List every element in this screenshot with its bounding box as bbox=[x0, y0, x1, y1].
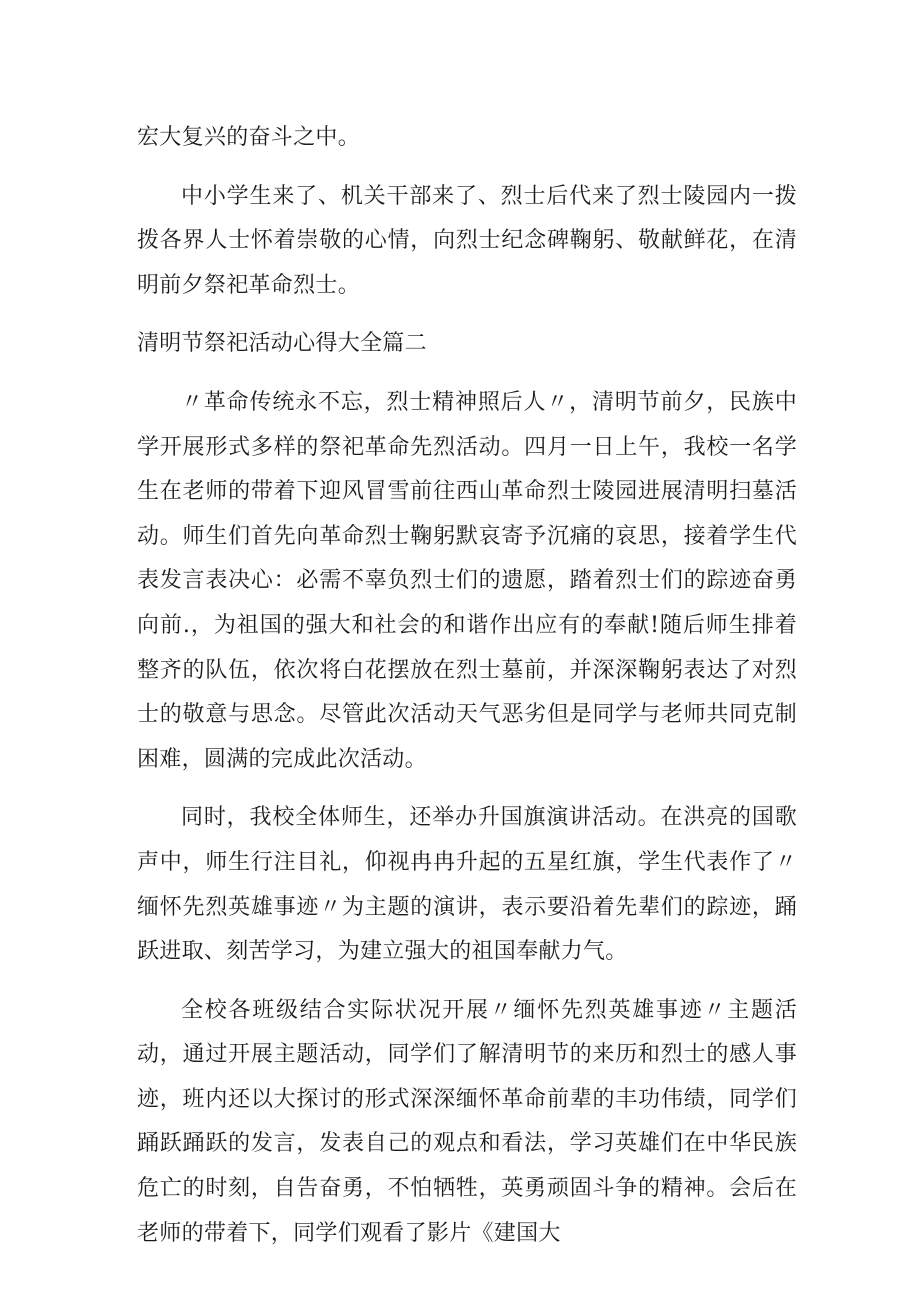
document-body bbox=[137, 116, 797, 1270]
paragraph-class-activities: 全校各班级结合实际状况开展〃缅怀先烈英雄事迹〃主题活动，通过开展主题活动，同学们了解清明节的来历和烈士的感人事迹，班内还以大探讨的形式深深缅怀革命前辈的丰功伟绩，同学们踊跃踊跃的发言，发表自己的观点和看法，学习英雄们在中华民族危亡的时刻，自告奋勇，不怕牺牲，英勇顽固斗争的精神。会后在老师的带着下，同学们观看了影片《建国大 bbox=[137, 997, 797, 1246]
paragraph-flag-raising: 同时，我校全体师生，还举办升国旗演讲活动。在洪亮的国歌声中，师生行注目礼，仰视冉冉升起的五星红旗，学生代表作了〃缅怀先烈英雄事迹〃为主题的演讲，表示要沿着先辈们的踪迹，踊跃进取、刻苦学习，为建立强大的祖国奉献力气。 bbox=[137, 805, 797, 965]
section-heading: 清明节祭祀活动心得大全篇二 bbox=[137, 331, 427, 357]
paragraph-visitors: 中小学生来了、机关干部来了、烈士后代来了烈士陵园内一拨拨各界人士怀着崇敬的心情，向烈士纪念碑鞠躬、敬献鲜花，在清明前夕祭祀革命烈士。 bbox=[137, 183, 797, 298]
paragraph-tomb-sweeping: 〃革命传统永不忘，烈士精神照后人〃，清明节前夕，民族中学开展形式多样的祭祀革命先烈活动。四月一日上午，我校一名学生在老师的带着下迎风冒雪前往西山革命烈士陵园进展清明扫墓活动。师生们首先向革命烈士鞠躬默哀寄予沉痛的哀思，接着学生代表发言表决心：必需不辜负烈士们的遗愿，踏着烈士们的踪迹奋勇向前.，为祖国的强大和社会的和谐作出应有的奉献!随后师生排着整齐的队伍，依次将白花摆放在烈士墓前，并深深鞠躬表达了对烈士的敬意与思念。尽管此次活动天气恶劣但是同学与老师共同克制困难，圆满的完成此次活动。 bbox=[137, 389, 797, 772]
paragraph-continuation: 宏大复兴的奋斗之中。 bbox=[137, 125, 361, 150]
